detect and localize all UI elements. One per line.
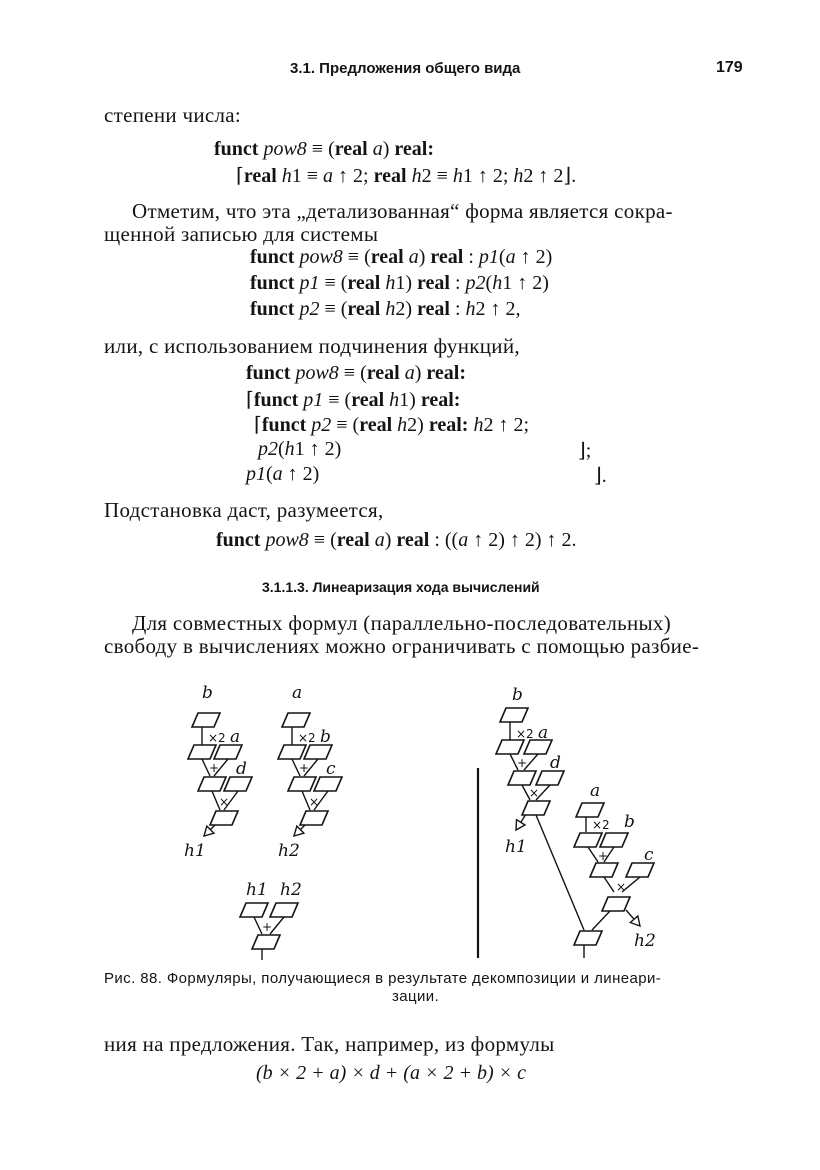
operator-label: +	[209, 761, 220, 775]
operand-box	[600, 833, 628, 847]
figure-caption: Рис. 88. Формуляры, получающиеся в результате декомпозиции и линеари-	[104, 970, 662, 987]
paragraph-text: щенной записью для системы	[104, 222, 379, 246]
operand-box	[278, 745, 306, 759]
operand-box	[500, 708, 528, 722]
operand-box	[496, 740, 524, 754]
operator-label: +	[262, 920, 273, 934]
code-line: ⌈funct p1 ≡ (real h1) real:	[246, 389, 461, 411]
code-line: p2(h1 ↑ 2)	[258, 438, 342, 460]
code-line: ⌈real h1 ≡ a ↑ 2; real h2 ≡ h1 ↑ 2; h2 ↑ 2⌋.	[236, 165, 577, 187]
operator-label: ×2	[298, 731, 316, 745]
code-line: funct pow8 ≡ (real a) real : ((a ↑ 2) ↑ 2) ↑ 2.	[216, 529, 577, 551]
variable-label: c	[326, 759, 336, 779]
operand-box	[508, 771, 536, 785]
operand-box	[240, 903, 268, 917]
operator-label: ×	[529, 786, 540, 800]
connector-line	[604, 877, 614, 892]
code-line: ⌈funct p2 ≡ (real h2) real: h2 ↑ 2;	[254, 414, 530, 436]
variable-label: b	[512, 685, 523, 705]
paragraph-text: Для совместных формул (параллельно-последовательных)	[132, 611, 672, 635]
variable-label: d	[550, 753, 561, 773]
operand-box	[214, 745, 242, 759]
variable-label: a	[590, 781, 601, 801]
variable-label: b	[202, 683, 213, 703]
operator-label: +	[299, 761, 310, 775]
output-label: h2	[634, 931, 656, 951]
subsection-heading: 3.1.1.3. Линеаризация хода вычислений	[262, 579, 540, 595]
output-arrow	[516, 820, 525, 830]
operand-box	[602, 897, 630, 911]
operand-box	[188, 745, 216, 759]
variable-label: c	[644, 845, 654, 865]
paragraph-text: Подстановка даст, разумеется,	[104, 498, 384, 522]
operator-label: ×	[309, 795, 320, 809]
operator-label: ×	[219, 795, 230, 809]
paragraph-text: степени числа:	[104, 103, 242, 127]
code-line: ⌋;	[578, 440, 592, 462]
operand-box	[270, 903, 298, 917]
operator-label: +	[517, 756, 528, 770]
operand-box	[252, 935, 280, 949]
code-line: funct p1 ≡ (real h1) real : p2(h1 ↑ 2)	[250, 272, 549, 294]
operand-box	[574, 833, 602, 847]
operator-label: +	[598, 849, 609, 863]
output-label: h2	[278, 841, 300, 861]
code-line: funct pow8 ≡ (real a) real:	[214, 138, 434, 160]
variable-label: a	[230, 727, 241, 747]
operator-label: ×2	[516, 727, 534, 741]
output-label: h1	[505, 837, 527, 857]
operand-box	[304, 745, 332, 759]
operand-box	[198, 777, 226, 791]
code-line: funct pow8 ≡ (real a) real : p1(a ↑ 2)	[250, 246, 553, 268]
input-label: h2	[280, 880, 302, 900]
operand-box	[574, 931, 602, 945]
code-line: ⌋.	[594, 465, 607, 487]
operand-box	[282, 713, 310, 727]
variable-label: d	[236, 759, 247, 779]
connector-line	[270, 917, 284, 934]
running-header: 3.1. Предложения общего вида	[290, 60, 521, 77]
paragraph-text: Отметим, что эта „детализованная“ форма является сокра-	[132, 199, 673, 223]
output-label: h1	[184, 841, 206, 861]
operand-box	[288, 777, 316, 791]
variable-label: b	[624, 812, 635, 832]
page-number: 179	[716, 59, 743, 76]
operand-box	[192, 713, 220, 727]
operand-box	[576, 803, 604, 817]
paragraph-text: свободу в вычислениях можно ограничивать с помощью разбие-	[104, 634, 700, 658]
connector-line	[254, 917, 262, 934]
operand-box	[224, 777, 252, 791]
variable-label: a	[538, 723, 549, 743]
operator-label: ×	[616, 880, 627, 894]
connector-line	[592, 911, 610, 930]
operand-box	[590, 863, 618, 877]
operand-box	[522, 801, 550, 815]
operand-box	[536, 771, 564, 785]
operand-box	[210, 811, 238, 825]
code-line: funct pow8 ≡ (real a) real:	[246, 362, 466, 384]
connector-line	[588, 847, 598, 862]
operand-box	[626, 863, 654, 877]
operand-box	[300, 811, 328, 825]
operand-box	[314, 777, 342, 791]
paragraph-text: ния на предложения. Так, например, из формулы	[104, 1032, 555, 1056]
operator-label: ×2	[592, 818, 610, 832]
code-line: p1(a ↑ 2)	[246, 463, 320, 485]
input-label: h1	[246, 880, 268, 900]
formula: (b × 2 + a) × d + (a × 2 + b) × c	[256, 1062, 526, 1084]
paragraph-text: или, с использованием подчинения функций,	[104, 334, 520, 358]
variable-label: b	[320, 727, 331, 747]
figure-caption: зации.	[392, 988, 440, 1005]
variable-label: a	[292, 683, 303, 703]
connector-line	[536, 815, 584, 930]
code-line: funct p2 ≡ (real h2) real : h2 ↑ 2,	[250, 298, 521, 320]
operator-label: ×2	[208, 731, 226, 745]
